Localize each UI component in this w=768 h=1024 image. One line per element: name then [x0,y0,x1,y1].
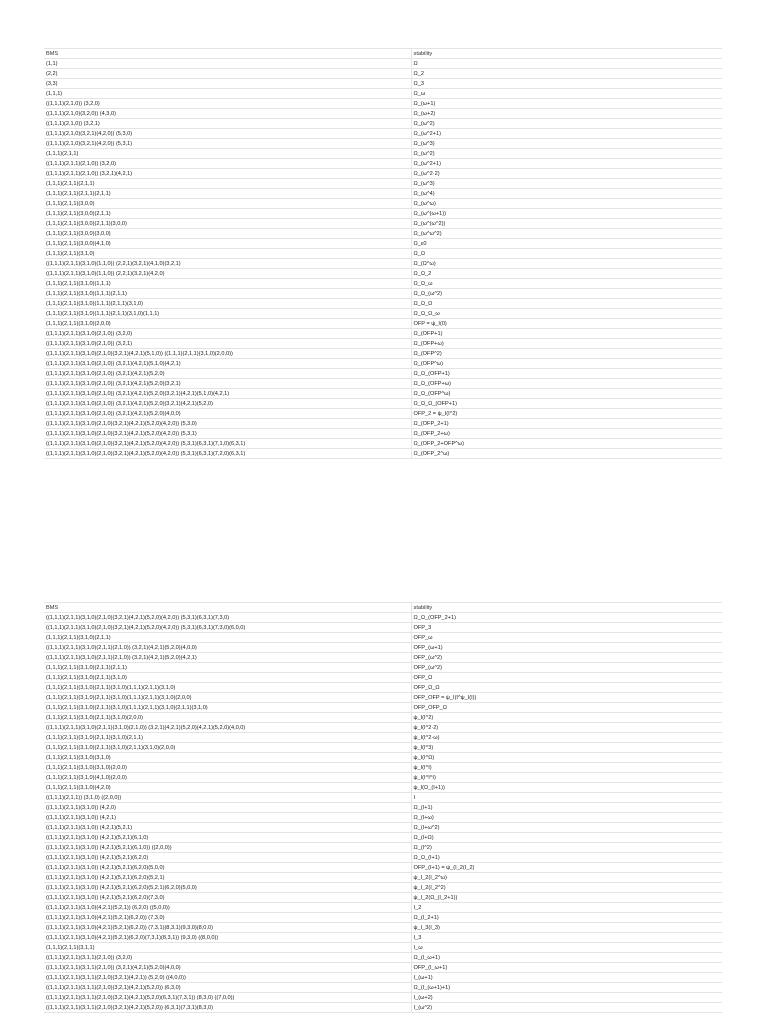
table-row [44,399,722,409]
bms-cell: ((1,1,1)(2,1,1)(3,1,0)(2,1,0)(3,2,1)(4,2,1)(5,2,0)(4,2,0)) (5,3,1)(6,3,1)(7,3,0) [44,613,411,623]
table-body-2 [44,603,722,1013]
stability-cell: Ω_(ω^2·2) [411,169,722,179]
table-row [44,863,722,873]
bms-cell: (1,1,1)(2,1,1)(3,1,0)(1,1,1)(2,1,1)(3,1,0)(1,1,1) [44,309,411,319]
stability-cell: Ω_Ω_Ω [411,299,722,309]
table-row [44,269,722,279]
stability-cell: ψ_I(I^2·ω) [411,733,722,743]
table-row [44,703,722,713]
bms-cell: (1,1,1)(2,1,1)(3,1,1) [44,943,411,953]
table-row [44,813,722,823]
stability-cell: Ω_(ω^2+1) [411,129,722,139]
bms-cell: ((1,1,1)(2,1,1)(2,1,0)) (3,2,1)(4,2,1) [44,169,411,179]
bms-cell: (1,1,1)(2,1,1)(3,1,0)(3,1,0) [44,753,411,763]
stability-cell: Ω_2 [411,69,722,79]
bms-cell: ((1,1,1)(2,1,1)(3,1,0)(2,1,0)(3,2,1)(4,2,1)(5,2,0)(4,2,0)) (5,3,1)(6,3,1)(7,1,0)(6,3,1) [44,439,411,449]
bms-cell: ((1,1,1)(2,1,1)) (3,1,0) ((2,0,0)) [44,793,411,803]
bms-cell: ((1,1,1)(2,1,1)(3,1,0)(2,1,0)(3,2,1)(4,2,1)(5,2,0)(4,2,0)) (5,3,0) [44,419,411,429]
bms-cell: (1,1,1)(2,1,1)(3,1,0)(2,1,1)(3,1,0)(1,1,1)(2,1,1)(3,1,0) [44,683,411,693]
bms-cell: ((1,1,1)(2,1,0)(3,2,1)(4,2,0)) (5,3,0) [44,129,411,139]
stability-cell: Ω_(ω^4) [411,189,722,199]
stability-cell: Ω_(ω^3) [411,179,722,189]
bms-cell: ((1,1,1)(2,1,1)(3,1,1)(2,1,0)(3,2,1)(4,2,1)(5,2,0)(6,3,1)(7,3,1)) (8,3,0) ((7,0,0)) [44,993,411,1003]
bms-cell: ((1,1,1)(2,1,1)(3,1,0)) (4,2,1)(5,2,1)(6,2,0) [44,853,411,863]
bms-cell: ((1,1,1)(2,1,1)(3,1,0)(2,1,0)(3,2,1)(4,2,1)(5,2,0)(4,2,0)) (5,3,1) [44,429,411,439]
table-row [44,219,722,229]
stability-cell: OFP_Ω_Ω [411,683,722,693]
stability-cell: OFP_3 [411,623,722,633]
bms-cell: ((1,1,1)(2,1,0)(3,2,0)) (4,3,0) [44,109,411,119]
stability-cell: Ω_(ω^3) [411,139,722,149]
stability-cell: Ω_Ω [411,249,722,259]
stability-cell: Ω_(ω^2) [411,119,722,129]
stability-cell: ψ_I(I^2) [411,713,722,723]
stability-cell: Ω_(ω^ω^2) [411,229,722,239]
bms-cell: ((1,1,1)(2,1,1)(3,1,0)(2,1,0)) (3,2,1)(4,2,1)(5,2,0)(4,0,0) [44,409,411,419]
bms-cell: ((1,1,1)(2,1,1)(3,1,1)(2,1,0)(3,2,1)(4,2,1)(5,2,0)) (6,3,1)(7,3,1)(8,3,0) [44,1003,411,1013]
stability-cell: Ω_Ω_(OFP+ω) [411,379,722,389]
bms-cell: ((1,1,1)(2,1,1)(3,1,0)(2,1,0)) (3,2,1)(4,2,1)(5,2,0)(3,2,1)(4,2,1)(5,1,0)(4,2,1) [44,389,411,399]
stability-cell: Ω_(OFP_2+OFP^ω) [411,439,722,449]
table-row [44,239,722,249]
stability-cell: I_(ω+2) [411,993,722,1003]
stability-cell: Ω_Ω_2 [411,269,722,279]
table-row [44,389,722,399]
bms-cell: ((1,1,1)(2,1,1)(3,1,0)) (4,2,1)(5,2,1) [44,823,411,833]
table-row [44,973,722,983]
stability-cell: Ω_(ω+2) [411,109,722,119]
table-row [44,853,722,863]
bms-cell: ((1,1,1)(2,1,1)(3,1,0)(2,1,1)(3,1,0)(2,1,0)) (3,2,1)(4,2,1)(5,2,0)(4,2,1)(5,2,0)(4,0,0) [44,723,411,733]
bms-cell: (1,1,1)(2,1,1)(3,1,0)(2,1,1)(3,1,0)(2,1,1) [44,733,411,743]
table-row [44,793,722,803]
table-row [44,259,722,269]
table-row [44,753,722,763]
stability-cell: OFP_2 = ψ_I(I^2) [411,409,722,419]
stability-cell: Ω_Ω_Ω_(OFP+1) [411,399,722,409]
table-row [44,379,722,389]
bms-cell: (1,1,1)(2,1,1)(3,0,0)(2,1,1) [44,209,411,219]
stability-cell: OFP = ψ_I(0) [411,319,722,329]
table-row [44,823,722,833]
table-row [44,339,722,349]
bms-cell: ((1,1,1)(2,1,0)) (3,2,0) [44,99,411,109]
stability-cell: OFP_OFP_Ω [411,703,722,713]
header-stability: stability [411,49,722,59]
table-row [44,159,722,169]
bms-cell: ((1,1,1)(2,1,1)(3,1,0)(1,1,0)) (2,2,1)(3,2,1)(4,2,0) [44,269,411,279]
stability-cell: OFP_Ω [411,673,722,683]
header-bms: BMS [44,49,411,59]
stability-cell: I [411,793,722,803]
bms-cell: (1,1,1) [44,89,411,99]
stability-cell: Ω_ω [411,89,722,99]
table-row [44,279,722,289]
table-row [44,59,722,69]
table-row [44,1003,722,1013]
table-row [44,349,722,359]
stability-cell: Ω_(ω^2) [411,149,722,159]
bms-cell: (1,1,1)(2,1,1)(3,1,0)(4,2,0) [44,783,411,793]
table-row [44,833,722,843]
bms-cell: (1,1,1)(2,1,1)(3,1,0)(2,1,1)(2,1,1) [44,663,411,673]
table-row [44,653,722,663]
bms-cell: (1,1,1)(2,1,1)(3,0,0)(3,0,0) [44,229,411,239]
bms-cell: ((1,1,1)(2,1,1)(3,1,0)(2,1,0)) (3,2,0) [44,329,411,339]
bms-cell: ((1,1,1)(2,1,1)(3,1,0)(4,2,1)(5,2,1)) (6,2,0) ((5,0,0)) [44,903,411,913]
bms-cell: ((1,1,1)(2,1,1)(3,1,0)) (4,2,1)(5,2,1)(6,2,0)(5,2,1) [44,873,411,883]
stability-cell: I_ω [411,943,722,953]
stability-cell: I_2 [411,903,722,913]
table-row [44,963,722,973]
table-row [44,843,722,853]
stability-cell: Ω_(OFP+1) [411,329,722,339]
bms-cell: (1,1,1)(2,1,1)(3,1,0)(2,1,1)(3,1,0)(2,1,1)(3,1,0)(2,0,0) [44,743,411,753]
stability-cell: Ω_(I+1) [411,803,722,813]
bms-cell: (1,1,1)(2,1,1)(3,1,0)(4,1,0)(2,0,0) [44,773,411,783]
stability-cell: Ω_(OFP_2^ω) [411,449,722,459]
stability-cell: Ω [411,59,722,69]
table-header-row [44,49,722,59]
stability-cell: Ω_(I+ω) [411,813,722,823]
bms-cell: (2,2) [44,69,411,79]
stability-cell: OFP_(I_ω+1) [411,963,722,973]
table-row [44,913,722,923]
header-bms: BMS [44,603,411,613]
table-row [44,229,722,239]
stability-cell: Ω_(OFP^2) [411,349,722,359]
bms-cell: (1,1,1)(2,1,1)(3,0,0)(4,1,0) [44,239,411,249]
stability-cell: ψ_I_2(I_2^2) [411,883,722,893]
bms-cell: ((1,1,1)(2,1,1)(3,1,0)(1,1,0)) (2,2,1)(3,2,1)(4,1,0)(3,2,1) [44,259,411,269]
stability-cell: ψ_I(I^Ω) [411,753,722,763]
table-row [44,289,722,299]
table-row [44,449,722,459]
stability-cell: Ω_(I+Ω) [411,833,722,843]
bms-cell: (1,1,1)(2,1,1)(3,0,0)(2,1,1)(3,0,0) [44,219,411,229]
stability-cell: OFP_(ω^2) [411,653,722,663]
table-row [44,189,722,199]
table-row [44,623,722,633]
bms-cell: ((1,1,1)(2,1,1)(3,1,0)(2,1,0)(3,2,1)(4,2,1)(5,2,0)(4,2,0)) (5,3,1)(6,3,1)(7,2,0)(6,3,1) [44,449,411,459]
table-row [44,129,722,139]
bms-cell: ((1,1,1)(2,1,1)(3,1,0)) (4,2,1)(5,2,1)(6,2,0)(7,3,0) [44,893,411,903]
bms-cell: ((1,1,1)(2,1,1)(3,1,1)(2,1,0)(3,2,1)(4,2,1)) (5,2,0) ((4,0,0)) [44,973,411,983]
table-row [44,983,722,993]
stability-cell: OFP_OFP = ψ_I(I^ψ_I(I)) [411,693,722,703]
table-row [44,439,722,449]
stability-cell: ψ_I(I^I) [411,763,722,773]
table-row [44,743,722,753]
stability-cell: OFP_(I+1) = ψ_(I_2(I_2) [411,863,722,873]
stability-cell: Ω_(ω^(ω+1)) [411,209,722,219]
table-row [44,683,722,693]
stability-cell: ψ_I_2(Ω_(I_2+1)) [411,893,722,903]
table-row [44,673,722,683]
bms-cell: ((1,1,1)(2,1,0)(3,2,1)(4,2,0)) (5,3,1) [44,139,411,149]
stability-cell: Ω_Ω_(OFP+1) [411,369,722,379]
table-row [44,199,722,209]
bms-cell: (1,1,1)(2,1,1)(3,1,0)(3,1,0)(2,0,0) [44,763,411,773]
table-row [44,369,722,379]
bms-cell: (1,1,1)(2,1,1)(3,1,0)(2,0,0) [44,319,411,329]
table-row [44,429,722,439]
table-row [44,249,722,259]
stability-cell: ψ_I_2(I_2^ω) [411,873,722,883]
table-row [44,643,722,653]
bms-cell: (1,1,1)(2,1,1)(3,0,0) [44,199,411,209]
stability-cell: I_(ω^2) [411,1003,722,1013]
table-row [44,763,722,773]
header-stability: stability [411,603,722,613]
stability-cell: Ω_Ω_(OFP_2+1) [411,613,722,623]
stability-cell: Ω_ε0 [411,239,722,249]
table-row [44,923,722,933]
stability-cell: Ω_(I_(ω+1)+1) [411,983,722,993]
bms-cell: ((1,1,1)(2,1,1)(3,1,0)(2,1,0)) (3,2,1)(4,2,1)(5,2,0) [44,369,411,379]
bms-cell: (1,1,1)(2,1,1)(2,1,1)(2,1,1) [44,189,411,199]
table-row [44,693,722,703]
bms-cell: (1,1,1)(2,1,1)(3,1,0)(2,1,1)(3,1,0)(1,1,1)(2,1,1)(3,1,0)(2,0,0) [44,693,411,703]
stability-cell: Ω_(OFP^ω) [411,359,722,369]
bms-cell: ((1,1,1)(2,1,1)(3,1,0)) (4,2,1) [44,813,411,823]
bms-cell: ((1,1,1)(2,1,1)(2,1,0)) (3,2,0) [44,159,411,169]
bms-cell: (1,1) [44,59,411,69]
table-row [44,419,722,429]
stability-cell: OFP_(ω^2) [411,663,722,673]
stability-cell: ψ_I(I^3) [411,743,722,753]
bms-cell: (1,1,1)(2,1,1)(3,1,0)(2,1,1)(3,1,0) [44,673,411,683]
table-row [44,613,722,623]
table-row [44,309,722,319]
bms-cell: ((1,1,1)(2,1,1)(3,1,0)(2,1,0)) (3,2,1) [44,339,411,349]
stability-cell: Ω_Ω_ω [411,279,722,289]
bms-cell: (1,1,1)(2,1,1) [44,149,411,159]
table-row [44,733,722,743]
bms-cell: ((1,1,1)(2,1,1)(3,1,0)(4,2,1)(5,2,1)(6,2,0)(7,3,1)(8,3,1)) (9,3,0) ((8,0,0)) [44,933,411,943]
table-row [44,109,722,119]
stability-cell: OFP_ω [411,633,722,643]
table-row [44,903,722,913]
stability-cell: I_3 [411,933,722,943]
table-row [44,99,722,109]
bms-cell: ((1,1,1)(2,1,1)(3,1,0)(4,2,1)(5,2,1)(6,2,0)) (7,3,0) [44,913,411,923]
bms-cell: ((1,1,1)(2,1,1)(3,1,1)(2,1,0)) (3,2,1)(4,2,1)(5,2,0)(4,0,0) [44,963,411,973]
bms-cell: ((1,1,1)(2,1,1)(3,1,0)(2,1,0)(3,2,1)(4,2,1)(5,2,0)(4,2,0)) (5,3,1)(6,3,1)(7,3,0)(6,0,0) [44,623,411,633]
table-row [44,119,722,129]
stability-cell: Ω_Ω_Ω_ω [411,309,722,319]
stability-cell: Ω_(ω^(ω^2)) [411,219,722,229]
table-header-row [44,603,722,613]
table-row [44,663,722,673]
stability-cell: Ω_(ω^ω) [411,199,722,209]
bms-cell: ((1,1,1)(2,1,1)(3,1,0)) (4,2,1)(5,2,1)(6,2,0)(5,0,0) [44,863,411,873]
table-row [44,803,722,813]
stability-cell: Ω_(ω+1) [411,99,722,109]
bms-cell: ((1,1,1)(2,1,1)(3,1,0)(4,2,1)(5,2,1)(6,2,0)) (7,3,1)(8,3,1)(9,3,0)(8,0,0) [44,923,411,933]
table-row [44,873,722,883]
stability-cell: Ω_Ω_(OFP^ω) [411,389,722,399]
stability-cell: Ω_3 [411,79,722,89]
bms-cell: ((1,1,1)(2,1,1)(3,1,0)(2,1,0)) (3,2,1)(4,2,1)(5,2,0)(3,2,1)(4,2,1)(5,2,0) [44,399,411,409]
stability-table-2 [44,602,722,1013]
table-row [44,773,722,783]
bms-cell: (1,1,1)(2,1,1)(3,1,0)(1,1,1)(2,1,1) [44,289,411,299]
stability-cell: ψ_I_3(I_3) [411,923,722,933]
stability-table-1 [44,48,722,459]
table-row [44,993,722,1003]
table-row [44,69,722,79]
stability-cell: Ω_(I+ω^2) [411,823,722,833]
bms-cell: (1,1,1)(2,1,1)(3,1,0)(2,1,1)(3,1,0)(2,0,0) [44,713,411,723]
table-row [44,713,722,723]
table-row [44,79,722,89]
stability-cell: Ω_(I_ω+1) [411,953,722,963]
bms-cell: (1,1,1)(2,1,1)(3,1,0)(1,1,1) [44,279,411,289]
bms-cell: (1,1,1)(2,1,1)(3,1,0)(2,1,1) [44,633,411,643]
stability-cell: I_(ω+1) [411,973,722,983]
table-row [44,933,722,943]
stability-cell: ψ_I(I^2·2) [411,723,722,733]
stability-cell: Ω_(OFP_2+1) [411,419,722,429]
bms-cell: (3,3) [44,79,411,89]
table-row [44,409,722,419]
bms-cell: (1,1,1)(2,1,1)(2,1,1) [44,179,411,189]
bms-cell: (1,1,1)(2,1,1)(3,1,0)(2,1,1)(3,1,0)(1,1,1)(2,1,1)(3,1,0)(2,1,1)(3,1,0) [44,703,411,713]
table-row [44,299,722,309]
table-row [44,149,722,159]
table-row [44,883,722,893]
table-body-1 [44,49,722,459]
table-row [44,89,722,99]
table-row [44,893,722,903]
stability-cell: Ω_(Ω^ω) [411,259,722,269]
stability-cell: Ω_(ω^2+1) [411,159,722,169]
stability-cell: Ω_Ω_(I+1) [411,853,722,863]
bms-cell: ((1,1,1)(2,1,1)(3,1,0)) (4,2,0) [44,803,411,813]
table-row [44,329,722,339]
bms-cell: ((1,1,1)(2,1,1)(3,1,1)(2,1,0)(3,2,1)(4,2,1)(5,2,0)) (6,3,0) [44,983,411,993]
bms-cell: ((1,1,1)(2,1,1)(3,1,0)(2,1,0)) (3,2,1)(4,2,1)(5,2,0)(3,2,1) [44,379,411,389]
table-row [44,319,722,329]
stability-cell: Ω_Ω_(ω^2) [411,289,722,299]
stability-cell: Ω_(OFP+ω) [411,339,722,349]
table-row [44,209,722,219]
bms-cell: ((1,1,1)(2,1,1)(3,1,0)(2,1,0)(3,2,1)(4,2,1)(5,1,0)) ((1,1,1)(2,1,1)(3,1,0)(2,0,0)) [44,349,411,359]
stability-cell: ψ_I(Ω_(I+1)) [411,783,722,793]
stability-cell: Ω_(I^2) [411,843,722,853]
table-row [44,359,722,369]
bms-cell: ((1,1,1)(2,1,1)(3,1,0)) (4,2,1)(5,2,1)(6,1,0)) ((2,0,0)) [44,843,411,853]
bms-cell: (1,1,1)(2,1,1)(3,1,0) [44,249,411,259]
bms-cell: ((1,1,1)(2,1,1)(3,1,0)) (4,2,1)(5,2,1)(6,1,0) [44,833,411,843]
bms-cell: ((1,1,1)(2,1,1)(3,1,1)(2,1,0)) (3,2,0) [44,953,411,963]
bms-cell: ((1,1,1)(2,1,0)) (3,2,1) [44,119,411,129]
bms-cell: ((1,1,1)(2,1,1)(3,1,0)) (4,2,1)(5,2,1)(6,2,0)(5,2,1)(6,2,0)(5,0,0) [44,883,411,893]
bms-cell: ((1,1,1)(2,1,1)(3,1,0)(2,1,0)) (3,2,1)(4,2,1)(5,1,0)(4,2,1) [44,359,411,369]
table-row [44,723,722,733]
bms-cell: ((1,1,1)(2,1,1)(3,1,0)(2,1,1)(2,1,0)) (3,2,1)(4,2,1)(5,2,0)(4,2,1) [44,653,411,663]
bms-cell: ((1,1,1)(2,1,1)(3,1,0)(2,1,1)(2,1,0)) (3,2,1)(4,2,1)(5,2,0)(4,0,0) [44,643,411,653]
table-row [44,139,722,149]
table-row [44,783,722,793]
stability-cell: Ω_(OFP_2+ω) [411,429,722,439]
stability-cell: OFP_(ω+1) [411,643,722,653]
stability-cell: Ω_(I_2+1) [411,913,722,923]
bms-cell: (1,1,1)(2,1,1)(3,1,0)(1,1,1)(2,1,1)(3,1,0) [44,299,411,309]
table-row [44,179,722,189]
stability-cell: ψ_I(I^I^I) [411,773,722,783]
table-row [44,953,722,963]
table-row [44,633,722,643]
table-row [44,169,722,179]
table-row [44,943,722,953]
